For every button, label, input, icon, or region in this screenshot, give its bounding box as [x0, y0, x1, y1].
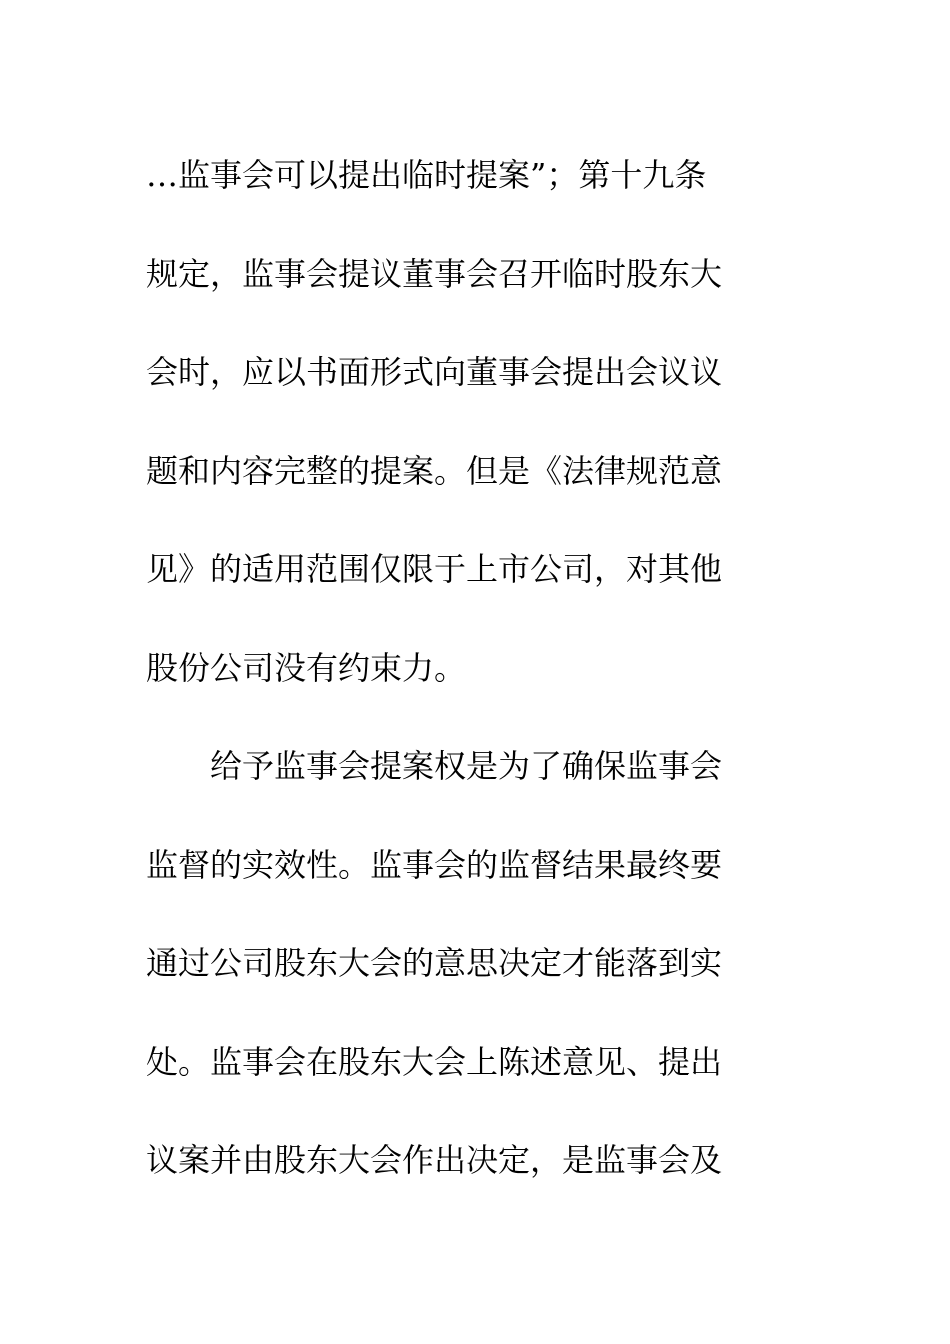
text-line: 见》的适用范围仅限于上市公司，对其他 [146, 550, 723, 588]
text-line: 会时，应以书面形式向董事会提出会议议 [146, 353, 723, 391]
text-line: …监事会可以提出临时提案”；第十九条 [146, 156, 707, 194]
text-line: 给予监事会提案权是为了确保监事会 [146, 747, 723, 785]
text-line: 议案并由股东大会作出决定，是监事会及 [146, 1141, 723, 1179]
text-line: 题和内容完整的提案。但是《法律规范意 [146, 451, 723, 490]
text-line: 监督的实效性。监事会的监督结果最终要 [146, 845, 723, 884]
text-line: 规定，监事会提议董事会召开临时股东大 [146, 254, 723, 293]
text-line: 股份公司没有约束力。 [146, 648, 467, 687]
text-line: 通过公司股东大会的意思决定才能落到实 [146, 944, 723, 982]
body-text [146, 126, 786, 1210]
text-line: 处。监事会在股东大会上陈述意见、提出 [146, 1042, 723, 1081]
